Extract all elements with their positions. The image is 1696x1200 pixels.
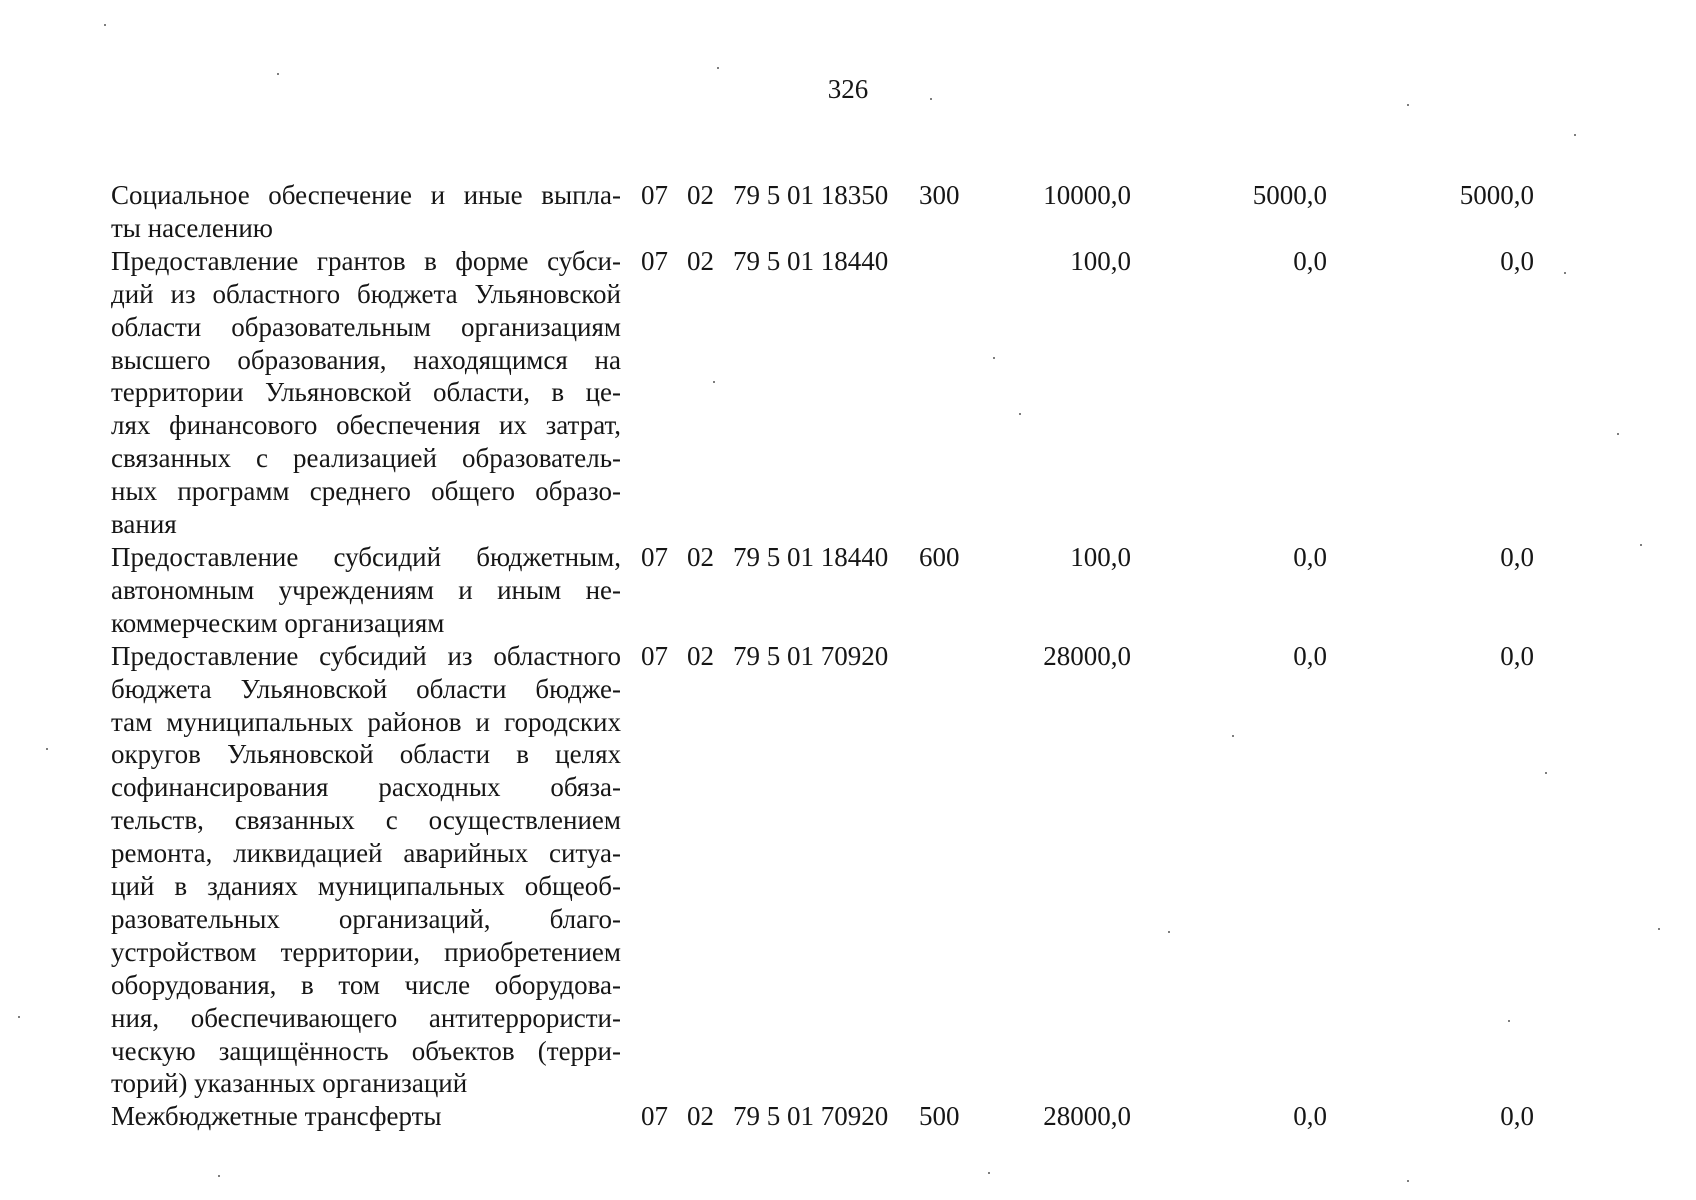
description-line: разовательных организаций, благо- bbox=[111, 903, 621, 934]
amount-year-2: 0,0 bbox=[1293, 640, 1327, 671]
description-line: вания bbox=[111, 509, 177, 540]
scan-speck bbox=[46, 748, 48, 750]
scan-speck bbox=[18, 1016, 20, 1018]
description-line: там муниципальных районов и городских bbox=[111, 706, 621, 737]
description-line: бюджета Ульяновской области бюдже- bbox=[111, 673, 621, 704]
description-line: лях финансового обеспечения их затрат, bbox=[111, 410, 621, 441]
description-line: ния, обеспечивающего антитеррористи- bbox=[111, 1002, 621, 1033]
description-line: Межбюджетные трансферты bbox=[111, 1101, 442, 1132]
description-line: торий) указанных организаций bbox=[111, 1068, 468, 1099]
section-code: 07 bbox=[641, 541, 668, 572]
description-line: ций в зданиях муниципальных общеоб- bbox=[111, 871, 621, 902]
scan-speck bbox=[1545, 772, 1547, 774]
description-line: области образовательным организациям bbox=[111, 311, 621, 342]
amount-year-1: 100,0 bbox=[1070, 245, 1131, 276]
scan-speck bbox=[713, 381, 715, 383]
target-article-code: 79 5 01 18440 bbox=[733, 541, 889, 572]
description-line: софинансирования расходных обяза- bbox=[111, 772, 621, 803]
target-article-code: 79 5 01 70920 bbox=[733, 640, 889, 671]
scan-speck bbox=[1019, 413, 1021, 415]
scan-speck bbox=[218, 1175, 220, 1177]
amount-year-1: 10000,0 bbox=[1043, 180, 1131, 210]
subsection-code: 02 bbox=[687, 245, 714, 276]
scan-speck bbox=[104, 24, 106, 26]
amount-year-3: 0,0 bbox=[1500, 1101, 1534, 1132]
subsection-code: 02 bbox=[687, 640, 714, 671]
amount-year-3: 0,0 bbox=[1500, 245, 1534, 276]
subsection-code: 02 bbox=[687, 180, 714, 210]
amount-year-1: 28000,0 bbox=[1043, 640, 1131, 671]
scan-speck bbox=[993, 357, 995, 359]
description-line: устройством территории, приобретением bbox=[111, 936, 621, 967]
amount-year-3: 5000,0 bbox=[1459, 180, 1534, 210]
description-line: территории Ульяновской области, в це- bbox=[111, 377, 621, 408]
description-line: ческую защищённость объектов (терри- bbox=[111, 1035, 621, 1066]
amount-year-2: 0,0 bbox=[1293, 245, 1327, 276]
section-code: 07 bbox=[641, 245, 668, 276]
target-article-code: 79 5 01 18440 bbox=[733, 245, 889, 276]
subsection-code: 02 bbox=[687, 1101, 714, 1132]
description-line: Предоставление субсидий из областного bbox=[111, 640, 621, 671]
amount-year-2: 0,0 bbox=[1293, 1101, 1327, 1132]
description-line: высшего образования, находящимся на bbox=[111, 344, 621, 375]
table-row bbox=[111, 640, 1631, 1101]
description-line: оборудования, в том числе оборудова- bbox=[111, 969, 621, 1000]
scan-speck bbox=[1407, 104, 1409, 106]
target-article-code: 79 5 01 70920 bbox=[733, 1101, 889, 1132]
description-line: ремонта, ликвидацией аварийных ситуа- bbox=[111, 838, 621, 869]
table-row bbox=[111, 541, 1631, 640]
budget-table bbox=[111, 179, 1631, 1133]
scan-speck bbox=[1658, 928, 1660, 930]
scan-speck bbox=[1574, 134, 1576, 136]
description-line: ты населению bbox=[111, 212, 273, 243]
scan-speck bbox=[1640, 544, 1642, 546]
description-line: коммерческим организациям bbox=[111, 607, 445, 638]
scan-speck bbox=[930, 98, 932, 100]
description-line: Социальное обеспечение и иные выпла- bbox=[111, 180, 621, 210]
description-line: автономным учреждениям и иным не- bbox=[111, 574, 621, 605]
row-description bbox=[111, 245, 621, 541]
target-article-code: 79 5 01 18350 bbox=[733, 180, 889, 210]
table-row bbox=[111, 245, 1631, 541]
scan-speck bbox=[988, 1172, 990, 1174]
description-line: дий из областного бюджета Ульяновской bbox=[111, 278, 621, 309]
table-row bbox=[111, 1100, 1631, 1133]
amount-year-2: 5000,0 bbox=[1252, 180, 1327, 210]
scan-speck bbox=[717, 67, 719, 69]
page-number: 326 bbox=[827, 74, 869, 104]
amount-year-1: 28000,0 bbox=[1043, 1101, 1131, 1132]
description-line: Предоставление субсидий бюджетным, bbox=[111, 541, 621, 572]
row-description bbox=[111, 541, 621, 640]
scan-speck bbox=[277, 73, 279, 75]
amount-year-3: 0,0 bbox=[1500, 640, 1534, 671]
scan-speck bbox=[1168, 931, 1170, 933]
expense-type-code: 500 bbox=[919, 1101, 960, 1132]
row-description bbox=[111, 179, 621, 245]
subsection-code: 02 bbox=[687, 541, 714, 572]
row-description bbox=[111, 640, 621, 1101]
scan-speck bbox=[1508, 1020, 1510, 1022]
description-line: ных программ среднего общего образо- bbox=[111, 476, 621, 507]
description-line: тельств, связанных с осуществлением bbox=[111, 805, 621, 836]
scan-speck bbox=[1407, 1180, 1409, 1182]
description-line: округов Ульяновской области в целях bbox=[111, 739, 621, 770]
description-line: Предоставление грантов в форме субси- bbox=[111, 245, 621, 276]
section-code: 07 bbox=[641, 1101, 668, 1132]
description-line: связанных с реализацией образователь- bbox=[111, 443, 621, 474]
section-code: 07 bbox=[641, 180, 668, 210]
amount-year-2: 0,0 bbox=[1293, 541, 1327, 572]
table-row bbox=[111, 179, 1631, 245]
amount-year-1: 100,0 bbox=[1070, 541, 1131, 572]
scan-speck bbox=[1564, 272, 1566, 274]
scan-speck bbox=[1617, 433, 1619, 435]
expense-type-code: 600 bbox=[919, 541, 960, 572]
amount-year-3: 0,0 bbox=[1500, 541, 1534, 572]
scan-speck bbox=[1232, 735, 1234, 737]
row-description bbox=[111, 1100, 621, 1133]
expense-type-code: 300 bbox=[919, 180, 960, 210]
section-code: 07 bbox=[641, 640, 668, 671]
